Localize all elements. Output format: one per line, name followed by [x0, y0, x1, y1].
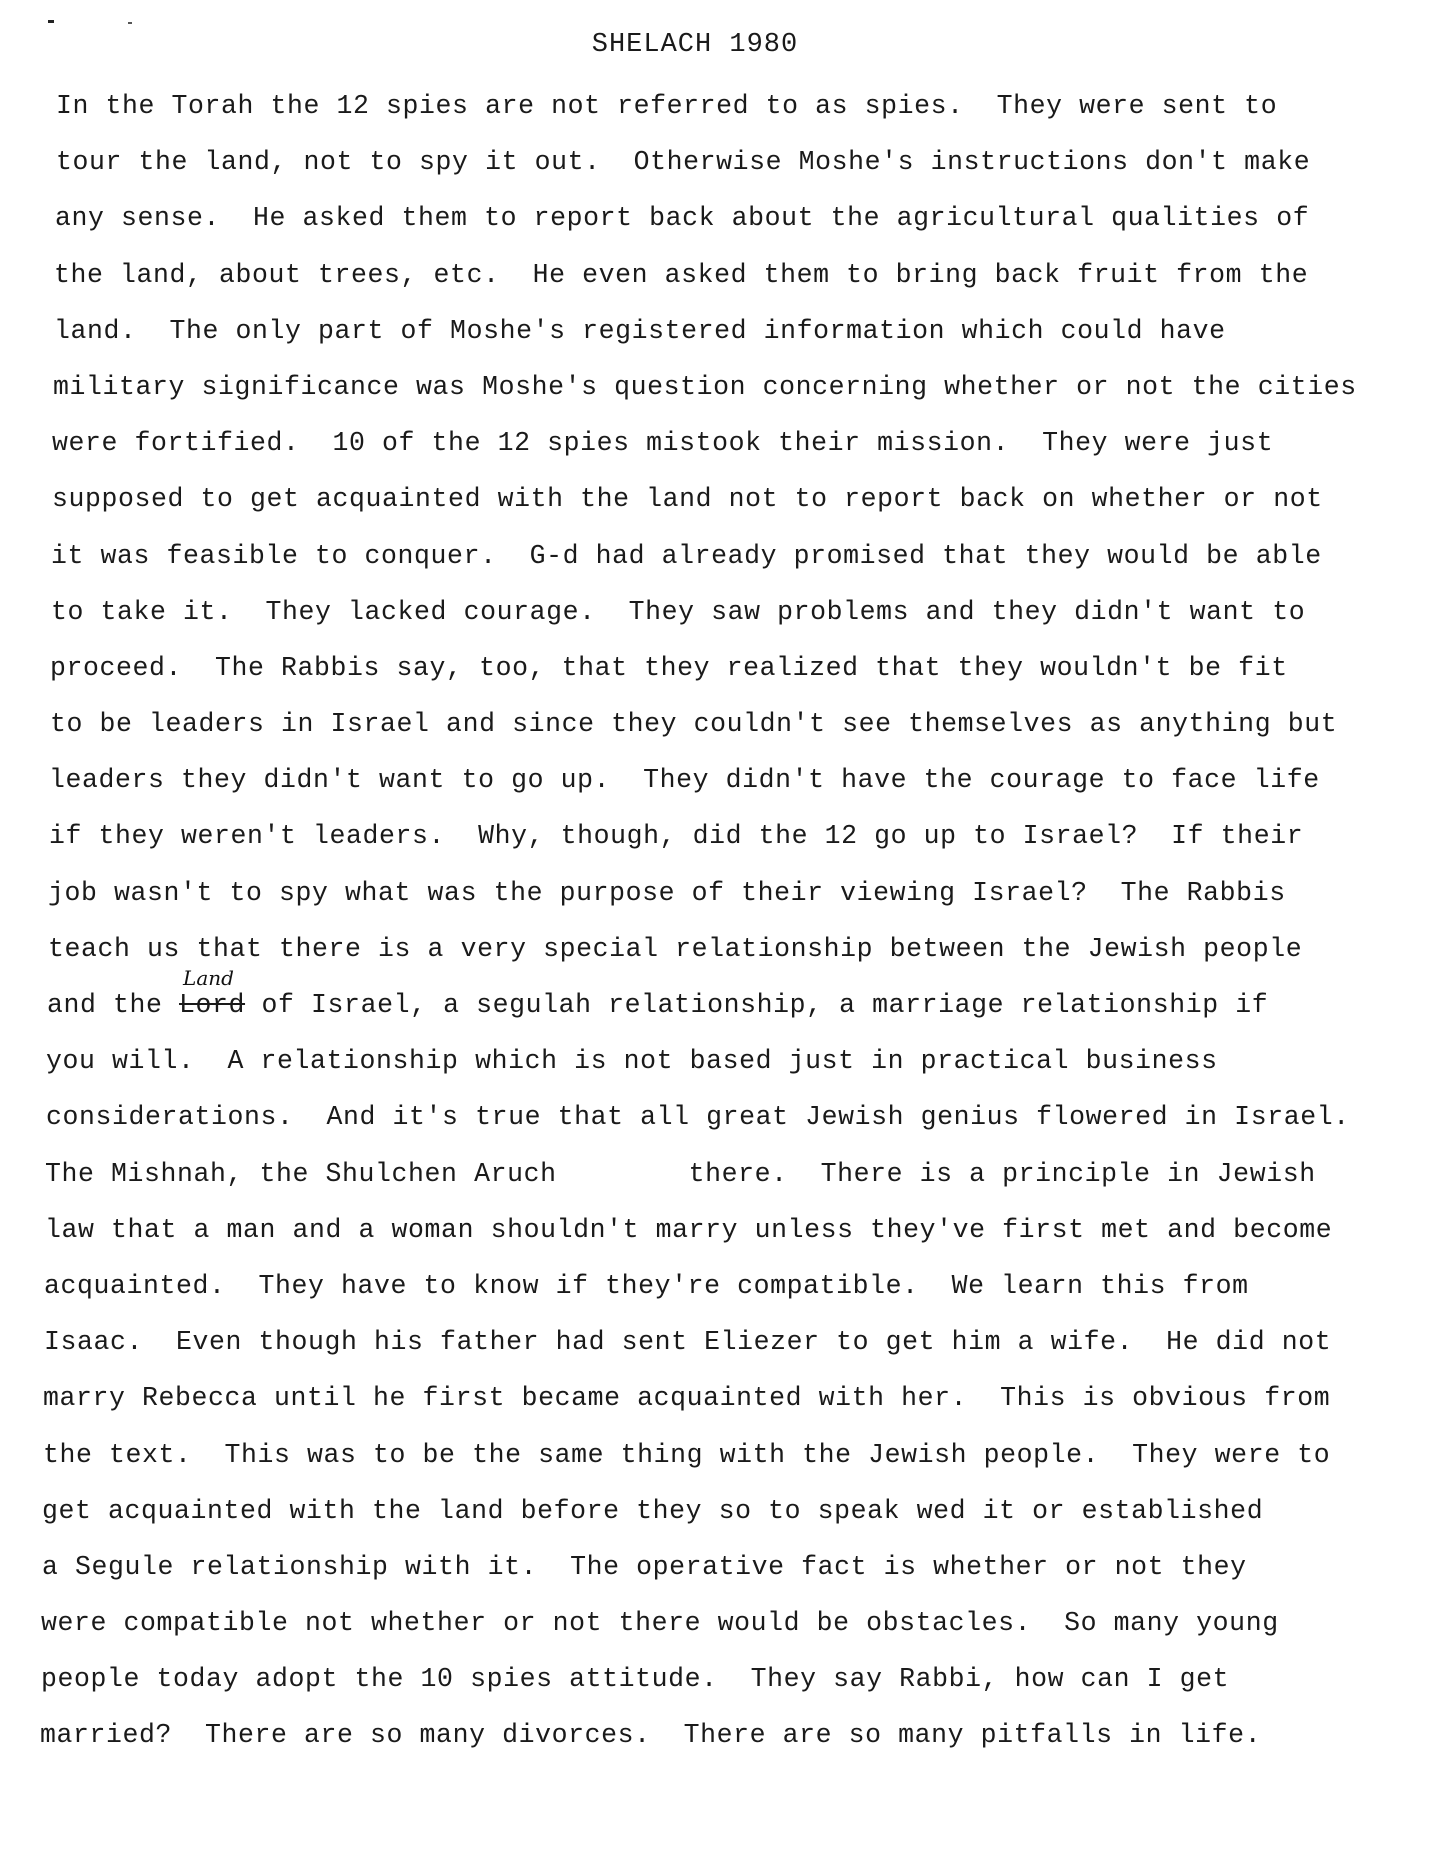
- body-text: [40, 78, 1396, 1764]
- text-line: you will. A relationship which is not based just in practical business: [46, 1046, 1218, 1077]
- text-line: job wasn't to spy what was the purpose of their viewing Israel? The Rabbis: [48, 877, 1286, 908]
- handwritten-correction: Land: [183, 966, 234, 990]
- text-line: teach us that there is a very special relationship between the Jewish people: [48, 933, 1303, 964]
- text-line: marry Rebecca until he first became acquainted with her. This is obvious from: [43, 1383, 1331, 1414]
- text-line: proceed. The Rabbis say, too, that they realized that they wouldn't be fit: [50, 652, 1288, 683]
- correction-after: of Israel, a segulah relationship, a marriage relationship if: [245, 990, 1269, 1020]
- text-line: the text. This was to be the same thing with the Jewish people. They were to: [43, 1439, 1331, 1470]
- text-line: The Mishnah, the Shulchen Aruch there. There is a principle in Jewish: [45, 1158, 1316, 1189]
- text-line-with-correction: [47, 966, 1396, 1033]
- text-line: get acquainted with the land before they so to speak wed it or established: [42, 1495, 1264, 1526]
- text-line: any sense. He asked them to report back about the agricultural qualities of: [55, 203, 1310, 234]
- text-line: it was feasible to conquer. G-d had already promised that they would be able: [51, 540, 1322, 571]
- text-line: if they weren't leaders. Why, though, did the 12 go up to Israel? If their: [49, 821, 1304, 852]
- text-line: married? There are so many divorces. There are so many pitfalls in life.: [40, 1720, 1262, 1751]
- text-line: people today adopt the 10 spies attitude. They say Rabbi, how can I get: [41, 1664, 1230, 1695]
- text-line: tour the land, not to spy it out. Otherwise Moshe's instructions don't make: [56, 147, 1311, 178]
- correction-before: and the: [47, 990, 180, 1020]
- text-line: acquainted. They have to know if they're compatible. We learn this from: [44, 1270, 1249, 1301]
- text-line: considerations. And it's true that all great Jewish genius flowered in Israel.: [46, 1102, 1350, 1133]
- page-title: SHELACH 1980: [591, 30, 799, 60]
- scan-artifact-mark: [128, 22, 132, 24]
- text-line: a Segule relationship with it. The operative fact is whether or not they: [42, 1551, 1247, 1582]
- text-line: were fortified. 10 of the 12 spies mistook their mission. They were just: [52, 428, 1274, 459]
- text-line: military significance was Moshe's question concerning whether or not the cities: [53, 371, 1357, 402]
- text-line: were compatible not whether or not there would be obstacles. So many young: [41, 1608, 1279, 1639]
- struck-word: Lord Land: [179, 966, 246, 1020]
- text-line: law that a man and a woman shouldn't marry unless they've first met and become: [45, 1214, 1333, 1245]
- text-line: the land, about trees, etc. He even asked them to bring back fruit from the: [54, 259, 1309, 290]
- text-line: to take it. They lacked courage. They saw problems and they didn't want to: [51, 596, 1306, 627]
- text-line: supposed to get acquainted with the land not to report back on whether or not: [52, 484, 1323, 515]
- text-line: land. The only part of Moshe's registered information which could have: [54, 315, 1226, 346]
- scan-artifact-mark: [48, 20, 54, 23]
- text-line: leaders they didn't want to go up. They didn't have the courage to face life: [49, 765, 1320, 796]
- text-line: Isaac. Even though his father had sent Eliezer to get him a wife. He did not: [44, 1327, 1332, 1358]
- text-line: In the Torah the 12 spies are not referred to as spies. They were sent to: [56, 91, 1278, 121]
- text-line: to be leaders in Israel and since they couldn't see themselves as anything but: [50, 709, 1338, 740]
